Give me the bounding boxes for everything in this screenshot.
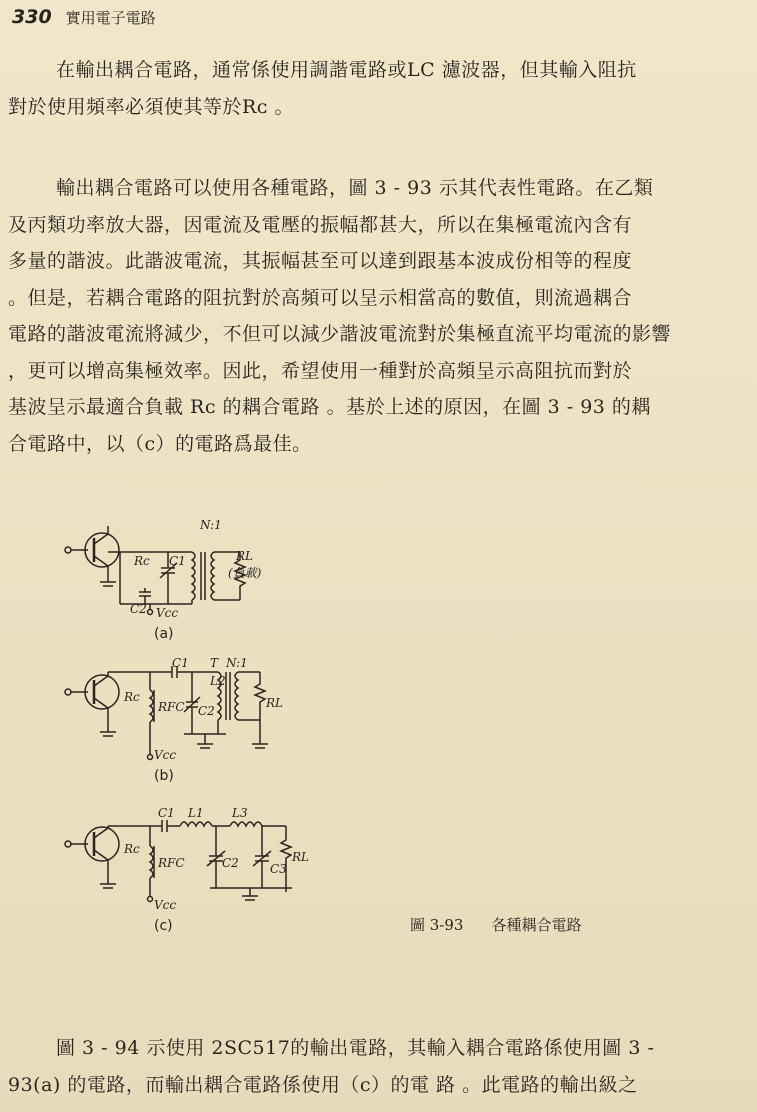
figure-3-93-coupling-circuits	[50, 512, 610, 952]
circuit-diagrams	[50, 512, 610, 952]
text-line: 。但是，若耦合電路的阻抗對於高頻可以呈示相當高的數值，則流過耦合	[8, 286, 633, 309]
page-header	[12, 6, 156, 32]
figure-caption-text: 各種耦合電路	[491, 916, 582, 934]
label-c3-c: C3	[270, 862, 287, 876]
label-l3-c: L3	[232, 806, 248, 820]
label-rfc-c: RFC	[158, 856, 185, 870]
label-c2-b: C2	[198, 704, 215, 718]
label-rl-a: RL	[236, 549, 254, 563]
label-rc-c: Rc	[124, 842, 140, 856]
label-c1-b: C1	[172, 656, 189, 670]
text-line: 及丙類功率放大器，因電流及電壓的振幅都甚大，所以在集極電流內含有	[8, 213, 633, 236]
text-line: ，更可以增高集極效率。因此，希望使用一種對於高頻呈示高阻抗而對於	[8, 359, 633, 382]
text-line: 輸出耦合電路可以使用各種電路，圖 3 - 93 示其代表性電路。在乙類	[56, 177, 654, 199]
label-rfc-b: RFC	[158, 700, 185, 714]
paragraph-coupling-circuits	[8, 170, 750, 462]
input-terminal	[65, 547, 71, 553]
text-line: 93(a) 的電路，而輸出耦合電路係使用（c）的電 路 。此電路的輸出級之	[8, 1073, 638, 1096]
label-ratio-a: N:1	[200, 518, 222, 532]
label-load-a: (負載)	[228, 566, 262, 580]
text-line: 合電路中，以（c）的電路爲最佳。	[8, 432, 312, 455]
label-l1-c: L1	[188, 806, 204, 820]
label-c1-a: C1	[169, 554, 186, 568]
text-line: 多量的諧波。此諧波電流，其振幅甚至可以達到跟基本波成份相等的程度	[8, 250, 633, 272]
label-c1-c: C1	[158, 806, 175, 820]
text-line: 在輸出耦合電路，通常係使用調諧電路或LC 濾波器，但其輸入阻抗	[56, 59, 637, 81]
label-vcc-b: Vcc	[154, 748, 177, 762]
label-rl-c: RL	[292, 850, 310, 864]
label-c2-a: C2	[130, 602, 147, 616]
label-rc-b: Rc	[124, 690, 140, 704]
paragraph-2sc517-output	[8, 1030, 750, 1103]
text-line: 對於使用頻率必須使其等於Rᴄ 。	[8, 95, 294, 118]
circuit-a	[65, 526, 245, 615]
label-l2-b: L2	[210, 674, 226, 688]
text-line: 基波呈示最適合負載 Rᴄ 的耦合電路 。基於上述的原因，在圖 3 - 93 的耦	[8, 396, 651, 418]
subfigure-label-b: (b)	[154, 768, 174, 784]
subfigure-label-c: (c)	[154, 918, 173, 934]
running-title: 實用電子電路	[65, 9, 156, 27]
label-vcc-c: Vcc	[154, 898, 177, 912]
label-rl-b: RL	[266, 696, 284, 710]
paragraph-output-coupling-intro	[8, 52, 750, 125]
text-line: 電路的諧波電流將減少，不但可以減少諧波電流對於集極直流平均電流的影響	[8, 323, 672, 345]
page-number: 330	[12, 6, 52, 28]
subfigure-label-a: (a)	[154, 626, 174, 642]
label-vcc-a: Vcc	[156, 606, 179, 620]
figure-caption-number: 圖 3-93	[410, 916, 464, 934]
label-c2-c: C2	[222, 856, 239, 870]
label-ratio-b: N:1	[226, 656, 248, 670]
label-rc-a: Rc	[134, 554, 150, 568]
label-t-b: T	[210, 656, 219, 670]
text-line: 圖 3 - 94 示使用 2SC517的輸出電路，其輸入耦合電路係使用圖 3 -	[56, 1037, 655, 1059]
figure-caption	[410, 914, 581, 935]
